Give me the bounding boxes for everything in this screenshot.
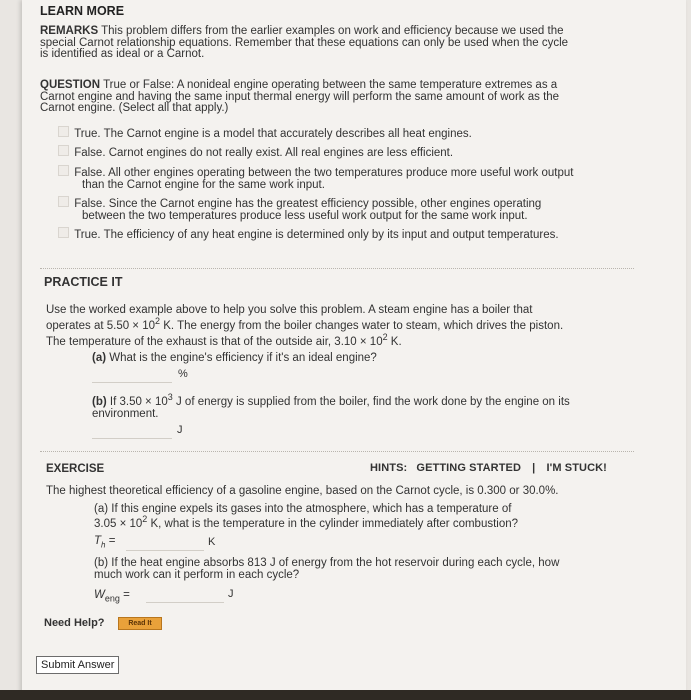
practice-line-3b: K. [387, 336, 402, 348]
exercise-part-b [94, 557, 654, 581]
im-stuck-link[interactable]: I'M STUCK! [546, 462, 607, 474]
th-eq: = [108, 535, 116, 547]
practice-part-a [92, 353, 377, 365]
practice-part-b [92, 392, 672, 420]
practice-line-2a: operates at 5.50 × 10 [46, 320, 156, 332]
ex-part-a-line-1: (a) If this engine expels its gases into the atmosphere, which has a temperature of [94, 503, 512, 515]
percent-unit: % [178, 368, 188, 380]
ex-part-a-exp: 2 [142, 514, 148, 525]
option-5[interactable] [58, 227, 559, 241]
option-4-text-cont: between the two temperatures produce less useful work output for the same work input. [82, 210, 528, 222]
weng-var: W [94, 589, 105, 601]
option-2[interactable] [58, 145, 453, 159]
option-1-text: True. The Carnot engine is a model that accurately describes all heat engines. [74, 128, 472, 140]
th-var: T [94, 535, 102, 547]
question-line-1: True or False: A nonideal engine operating between the same temperature extremes as a [103, 79, 558, 91]
weng-sub: eng [104, 593, 120, 604]
need-help-label: Need Help? [44, 617, 105, 629]
getting-started-link[interactable]: GETTING STARTED [416, 462, 521, 474]
part-b-text-line2: environment. [92, 407, 159, 420]
ex-part-b-line-1: (b) If the heat engine absorbs 813 J of energy from the hot reservoir during each cycle, how [94, 557, 560, 569]
option-checkbox[interactable] [58, 196, 69, 207]
question-label: QUESTION [40, 79, 101, 91]
part-b-text-b: J of energy is supplied from the boiler, find the work done by the engine on its [172, 396, 570, 408]
question-block [40, 80, 680, 115]
ex-part-b-line-2: much work can it perform in each cycle? [94, 569, 300, 581]
learn-more-heading: LEARN MORE [40, 4, 125, 18]
remarks-block [40, 26, 680, 61]
kelvin-unit: K [208, 536, 216, 548]
option-3-text-cont: than the Carnot engine for the same work input. [82, 179, 325, 191]
weng-variable [94, 590, 130, 605]
option-4[interactable] [58, 196, 541, 222]
question-line-2: Carnot engine and having the same input thermal energy will perform the same amount of work as the [40, 90, 560, 103]
practice-text [46, 302, 666, 350]
option-1[interactable] [58, 126, 472, 140]
th-variable [94, 536, 115, 551]
remarks-label: REMARKS [40, 25, 99, 37]
read-it-button[interactable]: Read It [118, 617, 162, 630]
work-per-cycle-input[interactable] [146, 588, 224, 603]
remarks-line-1: This problem differs from the earlier examples on work and efficiency because we used the [101, 25, 564, 37]
hints-label: HINTS: [370, 462, 408, 474]
option-5-text: True. The efficiency of any heat engine is determined only by its input and output temperatures. [74, 229, 559, 241]
efficiency-input[interactable] [92, 368, 172, 383]
remarks-line-2: special Carnot relationship equations. Remember that these equations can only be used when the cycle [40, 36, 569, 49]
part-b-exp: 3 [167, 392, 173, 403]
joule-unit: J [177, 424, 183, 436]
practice-line-2-exp: 2 [155, 316, 161, 327]
th-sub: h [101, 540, 106, 550]
exercise-part-a [94, 502, 654, 532]
remarks-line-3: is identified as ideal or a Carnot. [40, 48, 205, 60]
option-checkbox[interactable] [58, 126, 69, 137]
option-3[interactable] [58, 165, 573, 191]
exercise-heading: EXERCISE [46, 463, 105, 475]
work-input[interactable] [92, 424, 172, 439]
temperature-input[interactable] [126, 536, 204, 551]
hints-bar [370, 462, 607, 474]
part-b-label: (b) [92, 396, 107, 408]
divider [40, 451, 634, 452]
question-line-3: Carnot engine. (Select all that apply.) [40, 102, 229, 114]
problem-page [22, 0, 686, 700]
part-b-text-a: If 3.50 × 10 [109, 396, 168, 408]
ex-part-a-line-2b: K, what is the temperature in the cylinder immediately after combustion? [147, 518, 519, 530]
submit-answer-button[interactable]: Submit Answer [36, 656, 119, 674]
option-4-text: False. Since the Carnot engine has the greatest efficiency possible, other engines operating [74, 198, 542, 210]
exercise-intro: The highest theoretical efficiency of a gasoline engine, based on the Carnot cycle, is 0.300 or 30.0%. [46, 485, 559, 497]
hints-separator: | [532, 462, 536, 474]
option-checkbox[interactable] [58, 227, 69, 238]
practice-heading: PRACTICE IT [44, 275, 123, 289]
joule-unit-2: J [228, 588, 234, 600]
part-a-text: What is the engine's efficiency if it's an ideal engine? [109, 352, 377, 364]
ex-part-a-line-2a: 3.05 × 10 [94, 518, 143, 530]
practice-line-2b: K. The energy from the boiler changes water to steam, which drives the piston. [160, 320, 564, 332]
bottom-bar [0, 690, 691, 700]
option-3-text: False. All other engines operating between the two temperatures produce more useful work output [74, 167, 574, 179]
option-2-text: False. Carnot engines do not really exist. All real engines are less efficient. [74, 147, 454, 159]
practice-line-3a: The temperature of the exhaust is that of the outside air, 3.10 × 10 [46, 336, 383, 348]
practice-line-1: Use the worked example above to help you solve this problem. A steam engine has a boiler that [46, 304, 533, 316]
part-a-label: (a) [92, 352, 107, 364]
option-checkbox[interactable] [58, 145, 69, 156]
practice-line-3-exp: 2 [382, 332, 388, 343]
option-checkbox[interactable] [58, 165, 69, 176]
divider [40, 268, 634, 269]
weng-eq: = [123, 589, 130, 601]
